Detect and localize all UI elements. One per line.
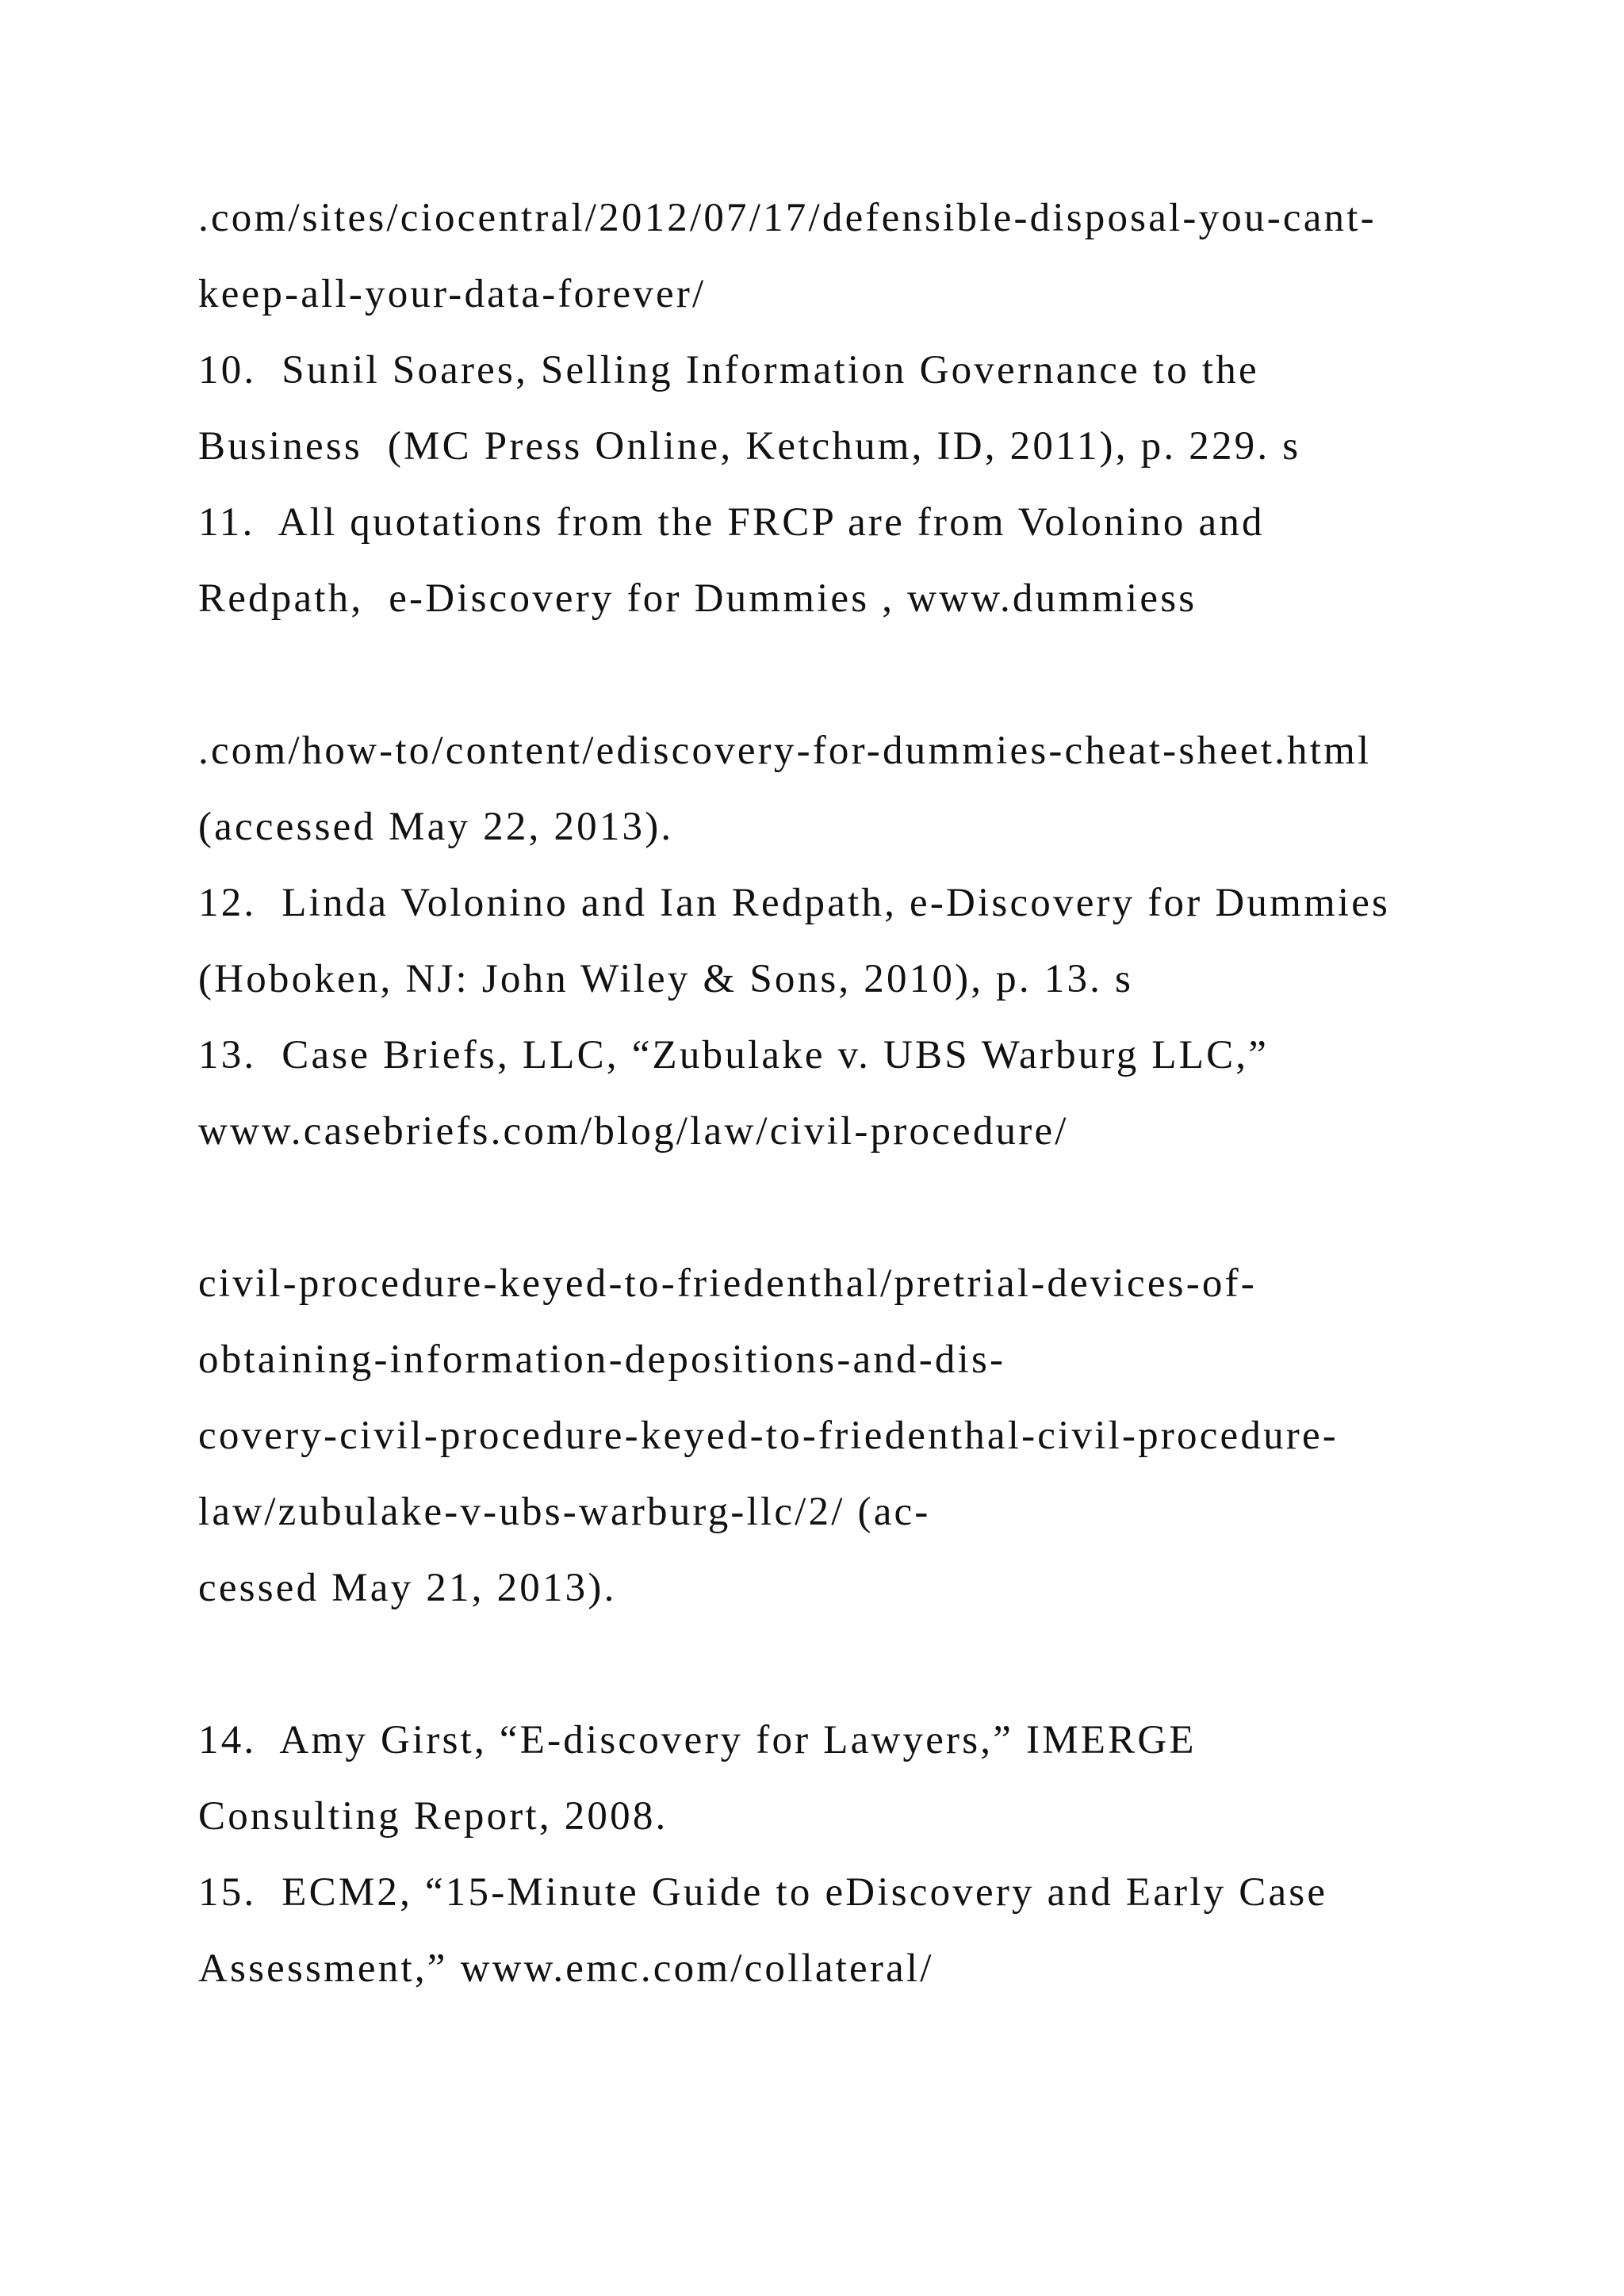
footnote-11-line-3: .com/how-to/content/ediscovery-for-dummies-cheat-sheet.html [198,729,1372,773]
footnote-13-line-1: 13. Case Briefs, LLC, “Zubulake v. UBS Warburg LLC,” [198,1033,1270,1077]
footnote-14-line-1: 14. Amy Girst, “E-discovery for Lawyers,” IMERGE [198,1718,1197,1762]
footnote-12-line-2: (Hoboken, NJ: John Wiley & Sons, 2010), p. 13. s [198,957,1134,1001]
footnote-11-line-4: (accessed May 22, 2013). [198,805,674,849]
footnote-10-line-1: 10. Sunil Soares, Selling Information Governance to the [198,348,1259,392]
text-line-1: .com/sites/ciocentral/2012/07/17/defensible-disposal-you-cant- [198,196,1377,240]
footnote-15-line-2: Assessment,” www.emc.com/collateral/ [198,1946,934,1991]
text-line-2: keep-all-your-data-forever/ [198,272,707,316]
footnote-13-line-6: law/zubulake-v-ubs-warburg-llc/2/ (ac- [198,1490,931,1534]
footnote-11-line-1: 11. All quotations from the FRCP are from Volonino and [198,500,1265,545]
footnote-14-line-2: Consulting Report, 2008. [198,1794,668,1839]
footnote-13-line-2: www.casebriefs.com/blog/law/civil-procedure/ [198,1109,1069,1154]
footnote-13-line-5: covery-civil-procedure-keyed-to-friedenthal-civil-procedure- [198,1414,1339,1458]
footnote-13-line-3: civil-procedure-keyed-to-friedenthal/pretrial-devices-of- [198,1261,1257,1306]
footnote-15-line-1: 15. ECM2, “15-Minute Guide to eDiscovery and Early Case [198,1870,1328,1915]
footnote-13-line-4: obtaining-information-depositions-and-dis- [198,1337,1006,1382]
footnote-11-line-2: Redpath, e-Discovery for Dummies , www.dummiess [198,576,1197,621]
footnote-13-line-7: cessed May 21, 2013). [198,1566,617,1610]
footnote-12-line-1: 12. Linda Volonino and Ian Redpath, e-Discovery for Dummies [198,881,1391,925]
footnote-10-line-2: Business (MC Press Online, Ketchum, ID, 2011), p. 229. s [198,424,1301,469]
